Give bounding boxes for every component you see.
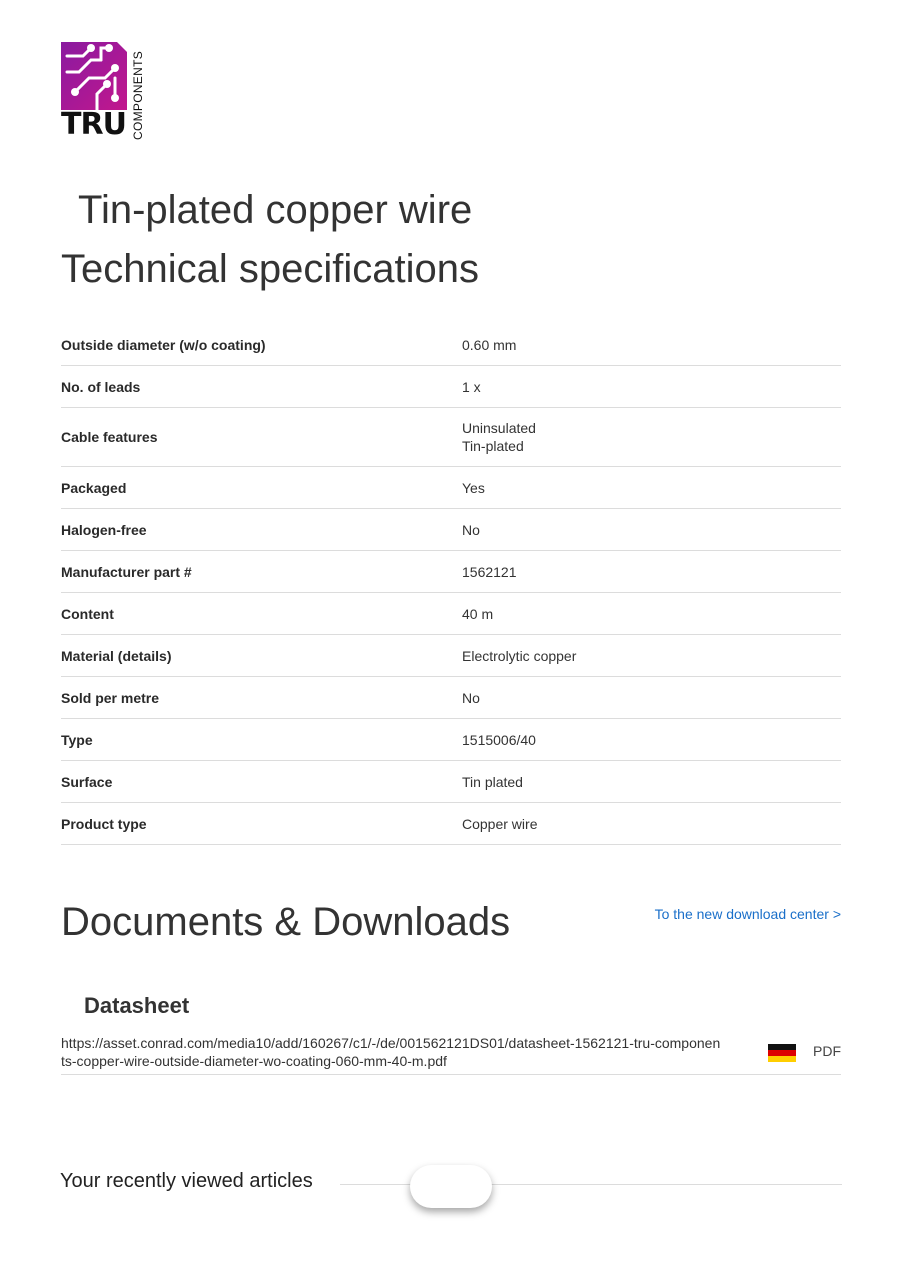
spec-value: Tin plated xyxy=(462,773,523,790)
spec-label: Packaged xyxy=(61,479,127,496)
spec-label: Type xyxy=(61,731,93,748)
spec-label: Sold per metre xyxy=(61,689,160,706)
datasheet-heading: Datasheet xyxy=(84,993,190,1018)
spec-value: 1 x xyxy=(462,378,481,395)
spec-label: No. of leads xyxy=(61,378,141,395)
product-title: Tin-plated copper wire xyxy=(78,188,473,232)
spec-row xyxy=(61,677,841,719)
spec-row xyxy=(61,761,841,803)
download-center-link[interactable]: To the new download center > xyxy=(654,906,841,922)
spec-value: 0.60 mm xyxy=(462,336,517,353)
spec-row xyxy=(61,324,841,366)
spec-value: Yes xyxy=(462,479,485,496)
recently-viewed-heading: Your recently viewed articles xyxy=(60,1170,313,1192)
spec-row xyxy=(61,593,841,635)
spec-value: 1515006/40 xyxy=(462,731,536,748)
spec-row xyxy=(61,551,841,593)
specifications-table xyxy=(61,324,841,845)
technical-specifications-heading: Technical specifications xyxy=(61,247,479,291)
spec-row xyxy=(61,719,841,761)
spec-row xyxy=(61,803,841,845)
tru-components-logo[interactable] xyxy=(61,42,151,142)
spec-row xyxy=(61,408,841,467)
spec-value: No xyxy=(462,689,480,706)
datasheet-row[interactable] xyxy=(61,1032,841,1075)
spec-value: 1562121 xyxy=(462,563,517,580)
spec-label: Material (details) xyxy=(61,647,172,664)
spec-value: 40 m xyxy=(462,605,494,622)
german-flag-icon xyxy=(768,1044,796,1062)
circuit-logo-icon xyxy=(61,42,127,110)
spec-label: Product type xyxy=(61,815,147,832)
file-type-label: PDF xyxy=(813,1043,841,1059)
spec-label: Outside diameter (w/o coating) xyxy=(61,336,266,353)
spec-label: Cable features xyxy=(61,429,158,445)
spec-value: Tin-plated xyxy=(462,438,524,454)
spec-label: Surface xyxy=(61,773,113,790)
spec-value: Copper wire xyxy=(462,815,538,832)
spec-row xyxy=(61,366,841,408)
spec-row xyxy=(61,467,841,509)
logo-wordmark: TRU xyxy=(61,107,126,142)
spec-value: No xyxy=(462,521,480,538)
spec-label: Manufacturer part # xyxy=(61,563,192,580)
spec-value: Uninsulated xyxy=(462,420,536,436)
spec-value: Electrolytic copper xyxy=(462,647,577,664)
spec-label: Content xyxy=(61,605,114,622)
documents-downloads-heading: Documents & Downloads xyxy=(61,900,511,944)
spec-row xyxy=(61,635,841,677)
datasheet-link[interactable]: https://asset.conrad.com/media10/add/160267/c1/-/de/001562121DS01/datasheet-1562121-tru-components-copper-wire-outside-diameter-wo-coating-060-mm-40-m.pdf xyxy=(61,1035,721,1069)
spec-label: Halogen-free xyxy=(61,521,147,538)
logo-subtitle: COMPONENTS xyxy=(131,50,145,140)
spec-row xyxy=(61,509,841,551)
recently-viewed-toggle[interactable] xyxy=(410,1165,492,1208)
